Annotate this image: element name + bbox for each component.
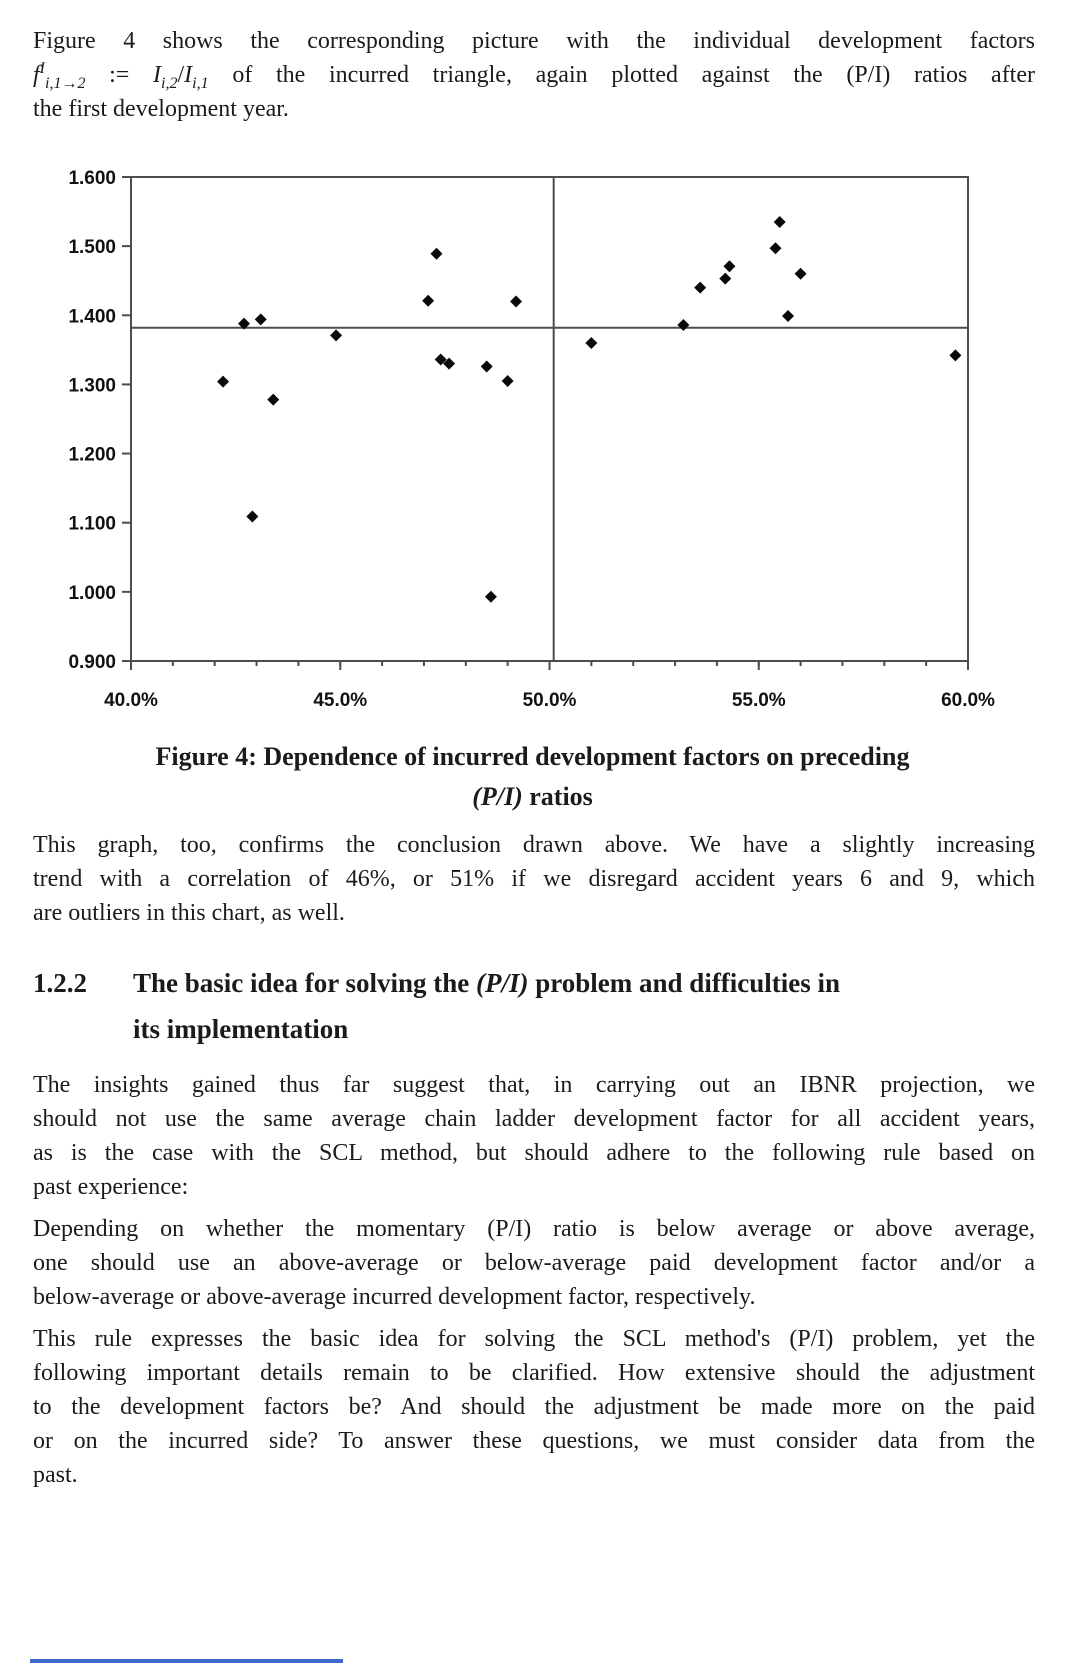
x-tick-label: 40.0%: [104, 690, 158, 711]
x-tick-label: 60.0%: [941, 690, 995, 711]
intro-line2-rest: of the incurred triangle, again plotted against the (P/I) ratios after: [208, 62, 1035, 88]
data-point-diamond: [949, 349, 961, 361]
data-point-diamond: [719, 273, 731, 285]
heading-line2: its implementation: [133, 1014, 349, 1044]
text-line: following important details remain to be clarified. How extensive should the adjustment: [33, 1360, 1035, 1386]
caption-line2-rest: ratios: [522, 782, 593, 811]
data-point-diamond: [485, 591, 497, 603]
section-number: 1.2.2: [33, 968, 87, 998]
text-line: This graph, too, confirms the conclusion drawn above. We have a slightly increasing: [33, 832, 1035, 858]
data-point-diamond: [246, 510, 258, 522]
text-line: should not use the same average chain ladder development factor for all accident years,: [33, 1106, 1035, 1132]
math-numerator: I: [153, 62, 162, 88]
y-tick-label: 0.900: [68, 652, 116, 673]
text-line: are outliers in this chart, as well.: [33, 900, 345, 926]
text-line: [33, 92, 1035, 126]
text-line: to the development factors be? And should the adjustment be made more on the paid: [33, 1394, 1035, 1420]
text-line: [33, 24, 1035, 58]
figure4-scatter-chart: [0, 155, 1065, 747]
data-point-diamond: [255, 313, 267, 325]
data-point-diamond: [795, 268, 807, 280]
intro-line3: the first development year.: [33, 96, 289, 122]
x-tick-label: 55.0%: [731, 690, 786, 711]
math-f-sup: I: [39, 60, 45, 77]
intro-line1: Figure 4 shows the corresponding picture with the individual development factors: [33, 28, 1035, 54]
data-point-diamond: [677, 319, 689, 331]
text-line: This rule expresses the basic idea for solving the SCL method's (P/I) problem, yet the: [33, 1326, 1035, 1352]
data-point-diamond: [723, 260, 735, 272]
data-point-diamond: [330, 329, 342, 341]
figure-caption: [0, 737, 1065, 817]
math-f-sub: i,1→2: [45, 74, 86, 92]
text-line: as is the case with the SCL method, but should adhere to the following rule based on: [33, 1140, 1035, 1166]
heading-text-a: The basic idea for solving the: [133, 968, 477, 998]
math-denominator: I: [184, 62, 193, 88]
y-tick-label: 1.400: [68, 306, 116, 328]
math-numerator-sub: i,2: [161, 74, 178, 92]
section-heading: [33, 960, 1035, 1052]
math-denominator-sub: i,1: [192, 74, 209, 92]
data-point-diamond: [510, 295, 522, 307]
data-point-diamond: [422, 295, 434, 307]
data-point-diamond: [774, 216, 786, 228]
caption-pi-math: (P/I): [472, 782, 523, 811]
data-point-diamond: [481, 360, 493, 372]
text-line: trend with a correlation of 46%, or 51% if we disregard accident years 6 and 9, which: [33, 866, 1035, 892]
text-line: past.: [33, 1462, 78, 1488]
x-tick-label: 50.0%: [522, 690, 577, 711]
data-point-diamond: [782, 310, 794, 322]
data-point-diamond: [694, 282, 706, 294]
data-point-diamond: [217, 376, 229, 388]
text-line: below-average or above-average incurred development factor, respectively.: [33, 1284, 756, 1310]
y-tick-label: 1.300: [68, 375, 116, 397]
data-point-diamond: [431, 248, 443, 260]
text-line: or on the incurred side? To answer these questions, we must consider data from the: [33, 1428, 1035, 1454]
y-tick-label: 1.500: [68, 237, 116, 259]
y-tick-label: 1.000: [68, 582, 116, 604]
conclusion-paragraph: [33, 828, 1035, 930]
y-tick-label: 1.200: [68, 444, 116, 466]
heading-pi-math: (P/I): [476, 968, 529, 998]
data-point-diamond: [769, 242, 781, 254]
questions-paragraph: [33, 1322, 1035, 1492]
y-tick-label: 1.600: [68, 168, 116, 189]
caption-line1: Figure 4: Dependence of incurred development factors on preceding: [155, 742, 910, 771]
text-line: The insights gained thus far suggest that, in carrying out an IBNR projection, we: [33, 1072, 1035, 1098]
intro-paragraph: [33, 24, 1035, 126]
text-line: one should use an above-average or below-average paid development factor and/or a: [33, 1250, 1035, 1276]
scatter-plot-svg: [0, 155, 1065, 747]
text-line: [33, 58, 1035, 92]
text-line: past experience:: [33, 1174, 189, 1200]
text-line: Depending on whether the momentary (P/I) ratio is below average or above average,: [33, 1216, 1035, 1242]
heading-line1: [33, 960, 1035, 1006]
plot-frame: [131, 177, 968, 661]
heading-text-b: problem and difficulties in: [528, 968, 841, 998]
data-point-diamond: [502, 375, 514, 387]
math-defeq: :=: [85, 62, 154, 88]
x-tick-label: 45.0%: [313, 690, 368, 711]
math-slash: /: [177, 62, 185, 88]
bottom-blue-line: [30, 1659, 343, 1663]
y-tick-label: 1.100: [68, 513, 116, 535]
insights-paragraph: [33, 1068, 1035, 1204]
data-point-diamond: [267, 394, 279, 406]
math-f: f: [33, 62, 40, 88]
data-point-diamond: [585, 337, 597, 349]
rule-paragraph: [33, 1212, 1035, 1314]
